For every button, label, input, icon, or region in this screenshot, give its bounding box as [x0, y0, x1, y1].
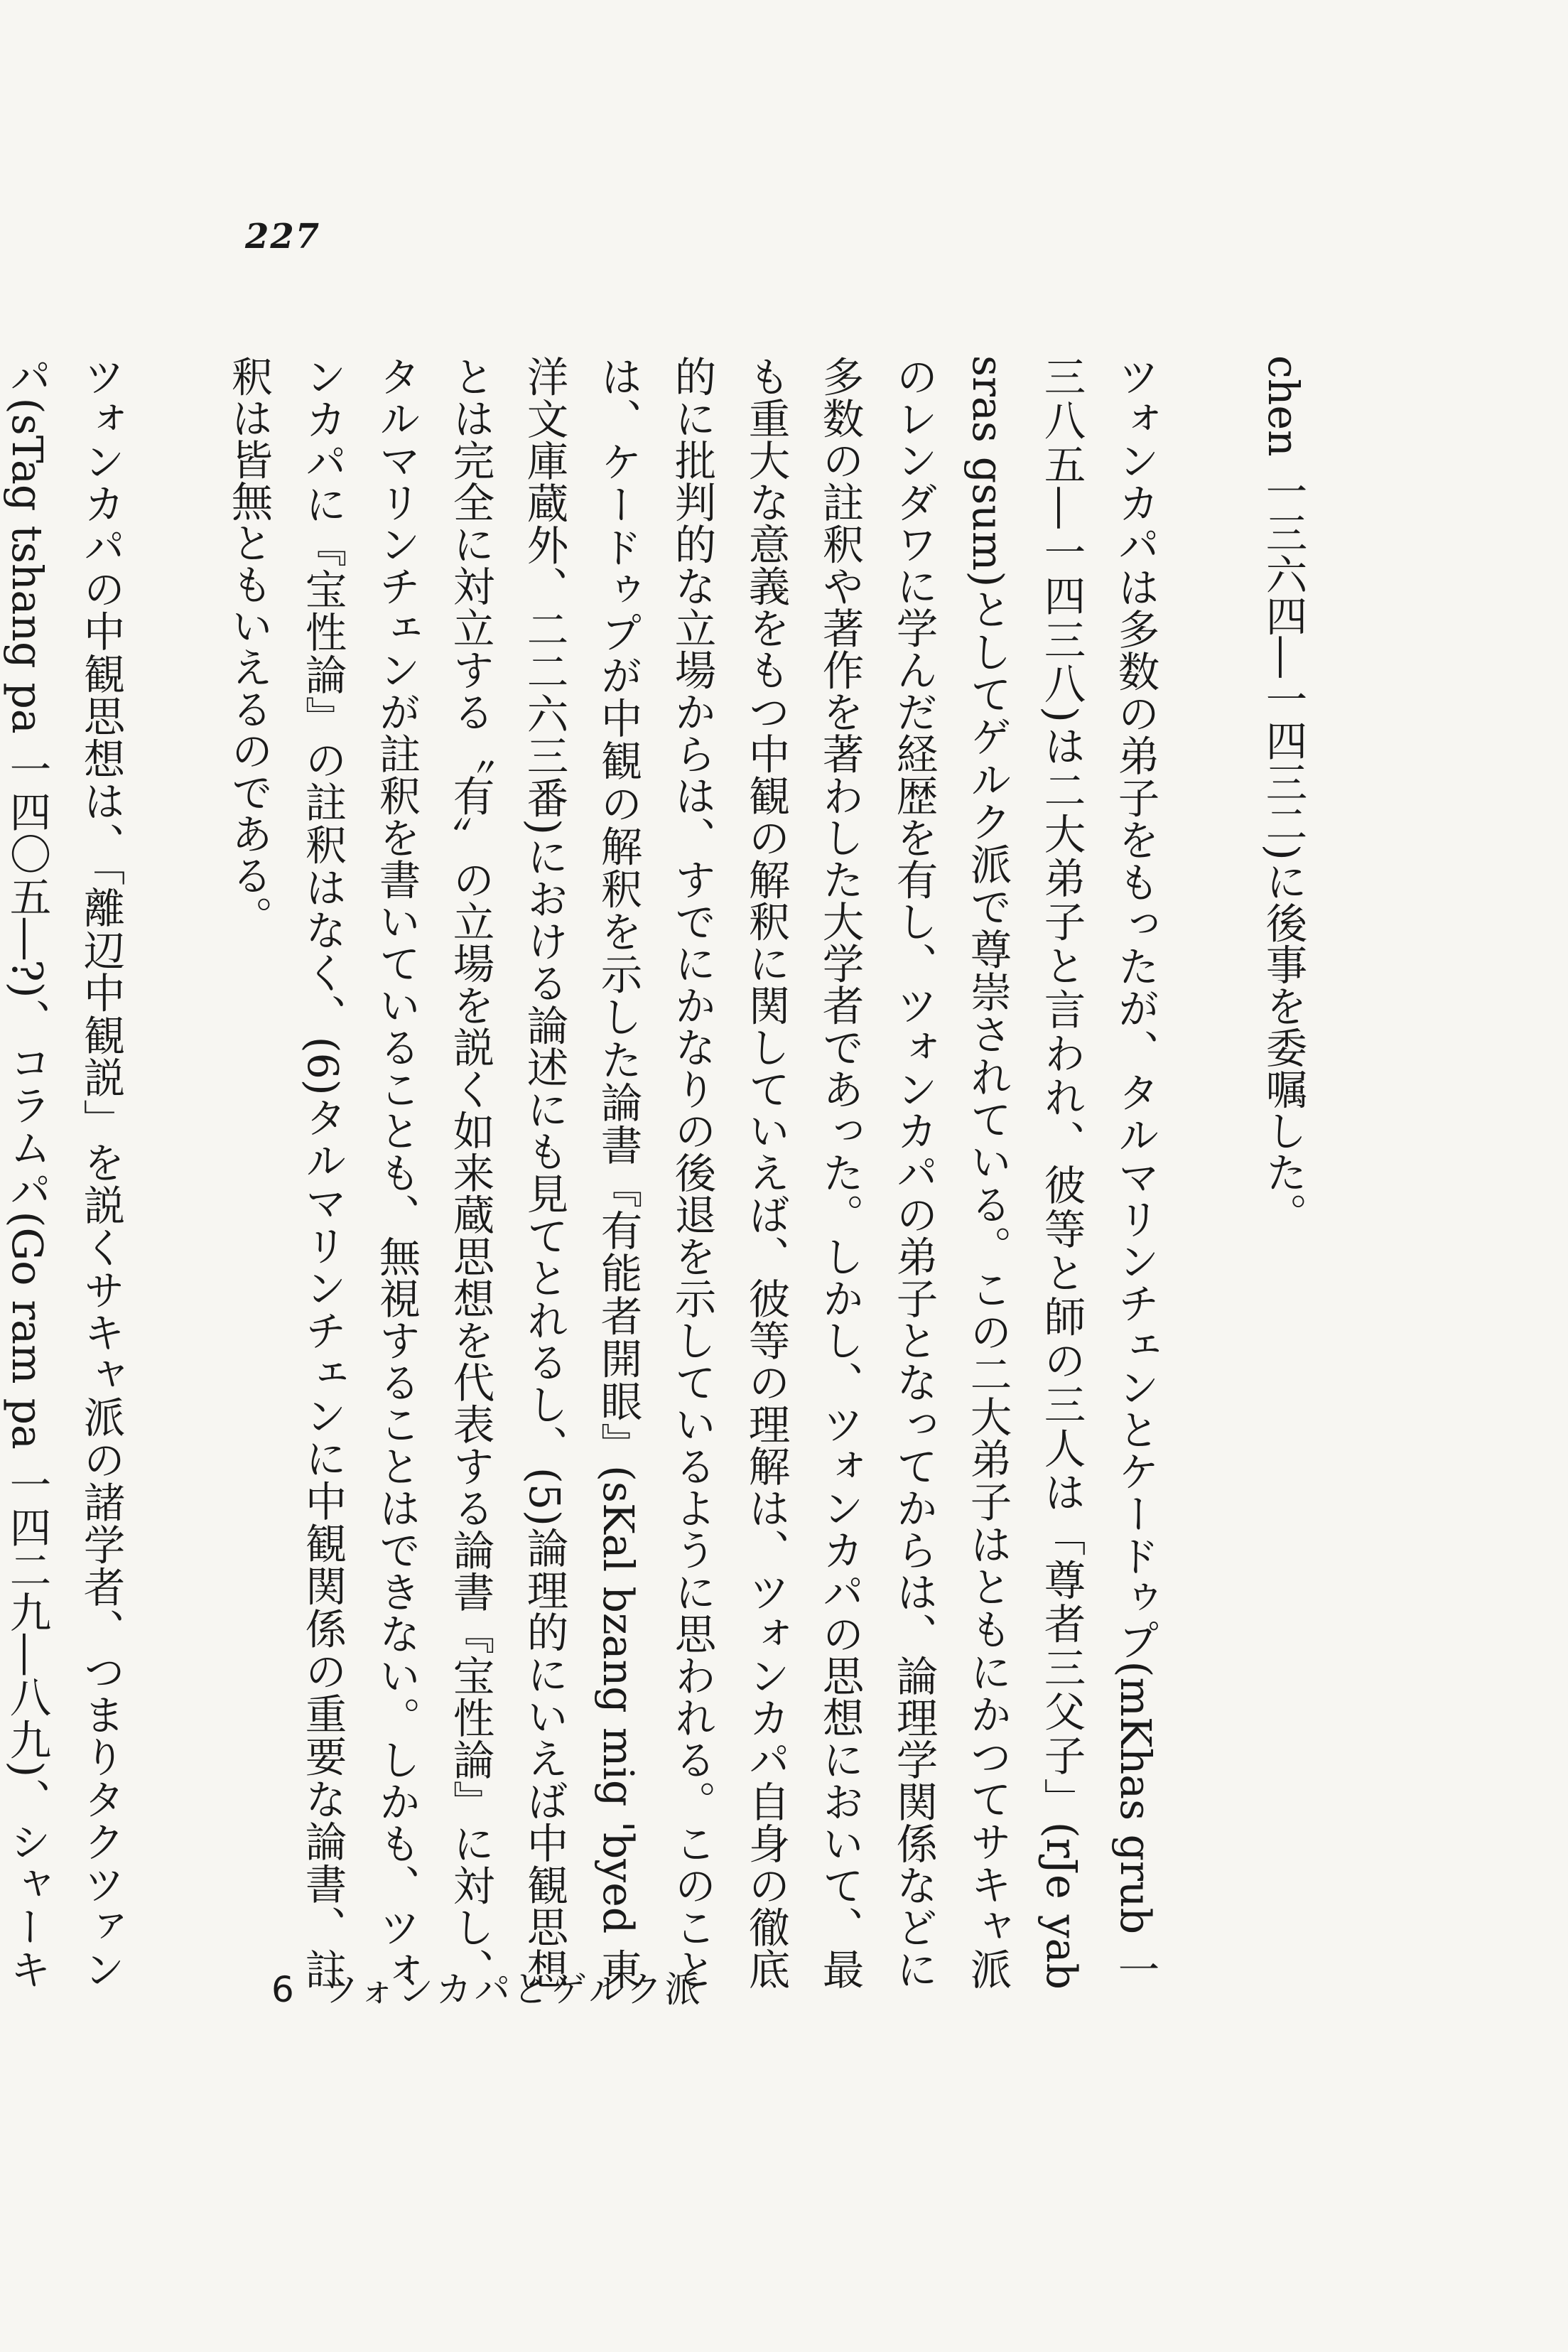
body-text — [0, 355, 1394, 1990]
chapter-title: ツォンカパとゲルク派 — [322, 1969, 703, 2010]
paragraph-3: ツォンカパの中観思想は、「離辺中観説」を説くサキャ派の諸学者、つまりタクツァンパ(sTag tshang pa 一四〇五―?)、コラムパ(Go ram pa 一四二九―八九)、シャーキ — [3, 355, 125, 1990]
paragraph-1: chen 一三六四―一四三二)に後事を委嘱した。 — [1259, 355, 1307, 1235]
paragraph-2: ツォンカパは多数の弟子をもったが、タルマリンチェンとケードゥプ(mKhas grub 一三八五―一四三八)は二大弟子と言われ、彼等と師の三人は「尊者三父子」(rJe yab sras gsum)としてゲルク派で尊崇されている。この二大弟子はともにかつてサキャ派のレンダワに学んだ経歴を有し、ツォンカパの弟子となってからは、論理学関係などに多数の註釈や著作を著わした大学者であった。しかし、ツォンカパの思想において、最も重大な意義をもつ中観の解釈に関していえば、彼等の理解は、ツォンカパ自身の徹底的に批判的な立場からは、すでにかなりの後退を示しているように思われる。このことは、ケードゥプが中観の解釈を示した論書『有能者開眼』(sKal bzang mig 'byed 東洋文庫蔵外、二二六三番)における論述にも見てとれるし、(5)論理的にいえば中観思想とは完全に対立する〝有〟の立場を説く如来蔵思想を代表する論書『宝性論』に対し、タルマリンチェンが註釈を書いていることも、無視することはできない。しかも、ツォンカパに『宝性論』の註釈はなく、(6)タルマリンチェンに中観関係の重要な論書、註釈は皆無ともいえるのである。 — [225, 355, 1159, 1990]
page-number: 227 — [245, 217, 321, 257]
running-footer — [271, 1961, 703, 2012]
chapter-number: 6 — [271, 1969, 297, 2010]
